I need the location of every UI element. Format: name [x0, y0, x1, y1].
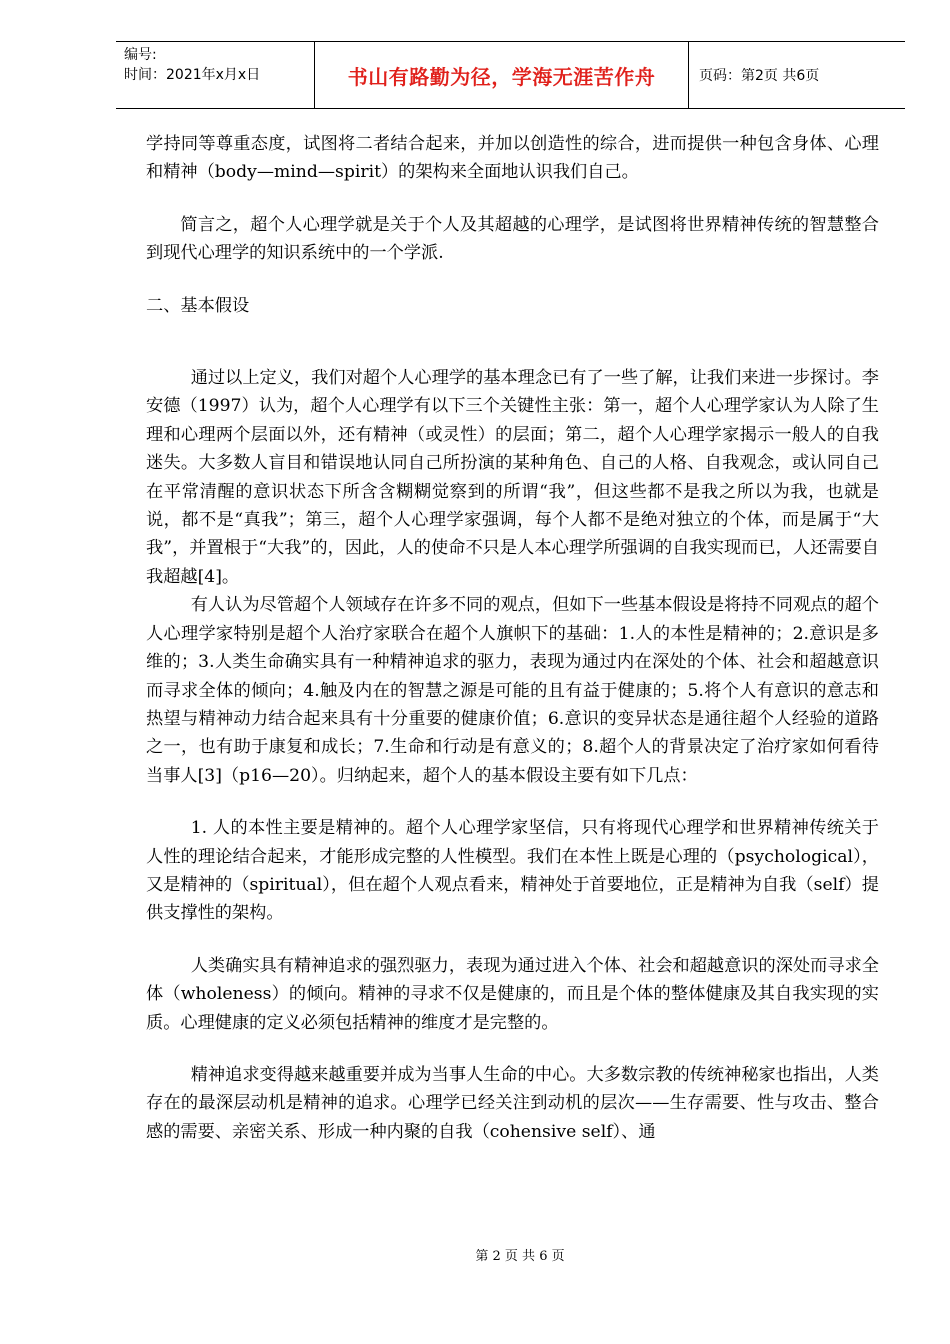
header-page-number: 页码：第2页 共6页 — [699, 68, 820, 84]
header-motto-cell — [315, 42, 689, 108]
paragraph-assumptions-list: 有人认为尽管超个人领域存在许多不同的观点，但如下一些基本假设是将持不同观点的超个人心理学家特别是超个人治疗家联合在超个人旗帜下的基础：1.人的本性是精神的；2.意识是多维的；3.人类生命确实具有一种精神追求的驱力，表现为通过内在深处的个体、社会和超越意识而寻求全体的倾向；4.触及内在的智慧之源是可能的且有益于健康的；5.将个人有意识的意志和热望与精神动力结合起来具有十分重要的健康价值；6.意识的变异状态是通往超个人经验的道路之一，也有助于康复和成长；7.生命和行动是有意义的；8.超个人的背景决定了治疗家如何看待当事人[3]（p16—20）。归纳起来，超个人的基本假设主要有如下几点： — [146, 595, 879, 786]
header-motto: 书山有路勤为径，学海无涯苦作舟 — [347, 64, 656, 89]
document-number-label: 编号: — [124, 47, 157, 63]
page-header — [116, 41, 905, 109]
paragraph-body-mind-spirit: 学持同等尊重态度，试图将二者结合起来，并加以创造性的综合，进而提供一种包含身体、心理和精神（body—mind—spirit）的架构来全面地认识我们自己。 — [146, 134, 879, 183]
page-footer: 第 2 页 共 6 页 — [475, 1249, 565, 1264]
document-body — [146, 130, 879, 1146]
header-page-cell — [689, 42, 905, 108]
header-meta-cell — [116, 42, 315, 108]
document-time-label: 时间：2021年x月x日 — [124, 67, 261, 83]
section-heading-basic-assumptions: 二、基本假设 — [146, 295, 250, 316]
paragraph-spiritual-pursuit: 精神追求变得越来越重要并成为当事人生命的中心。大多数宗教的传统神秘家也指出，人类存在的最深层动机是精神的追求。心理学已经关注到动机的层次——生存需要、性与攻击、整合感的需要、亲密关系、形成一种内聚的自我（cohensive self）、通 — [146, 1064, 879, 1142]
paragraph-key-claims: 通过以上定义，我们对超个人心理学的基本理念已有了一些了解，让我们来进一步探讨。李安德（1997）认为，超个人心理学有以下三个关键性主张：第一，超个人心理学家认为人除了生理和心理两个层面以外，还有精神（或灵性）的层面；第二，超个人心理学家揭示一般人的自我迷失。大多数人盲目和错误地认同自己所扮演的某种角色、自己的人格、自我观念，或认同自己在平常清醒的意识状态下所含含糊糊觉察到的所谓“我”，但这些都不是我之所以为我，也就是说，都不是“真我”；第三，超个人心理学家强调，每个人都不是绝对独立的个体，而是属于“大我”，并置根于“大我”的，因此，人的使命不只是人本心理学所强调的自我实现而已，人还需要自我超越[4]。 — [146, 368, 879, 587]
paragraph-point-1: 1. 人的本性主要是精神的。超个人心理学家坚信，只有将现代心理学和世界精神传统关于人性的理论结合起来，才能形成完整的人性模型。我们在本性上既是心理的（psychological），又是精神的（spiritual），但在超个人观点看来，精神处于首要地位，正是精神为自我（self）提供支撑性的架构。 — [146, 818, 879, 924]
paragraph-summary: 简言之，超个人心理学就是关于个人及其超越的心理学，是试图将世界精神传统的智慧整合到现代心理学的知识系统中的一个学派. — [146, 214, 879, 264]
paragraph-spiritual-drive: 人类确实具有精神追求的强烈驱力，表现为通过进入个体、社会和超越意识的深处而寻求全体（wholeness）的倾向。精神的寻求不仅是健康的，而且是个体的整体健康及其自我实现的实质。心理健康的定义必须包括精神的维度才是完整的。 — [146, 955, 879, 1033]
